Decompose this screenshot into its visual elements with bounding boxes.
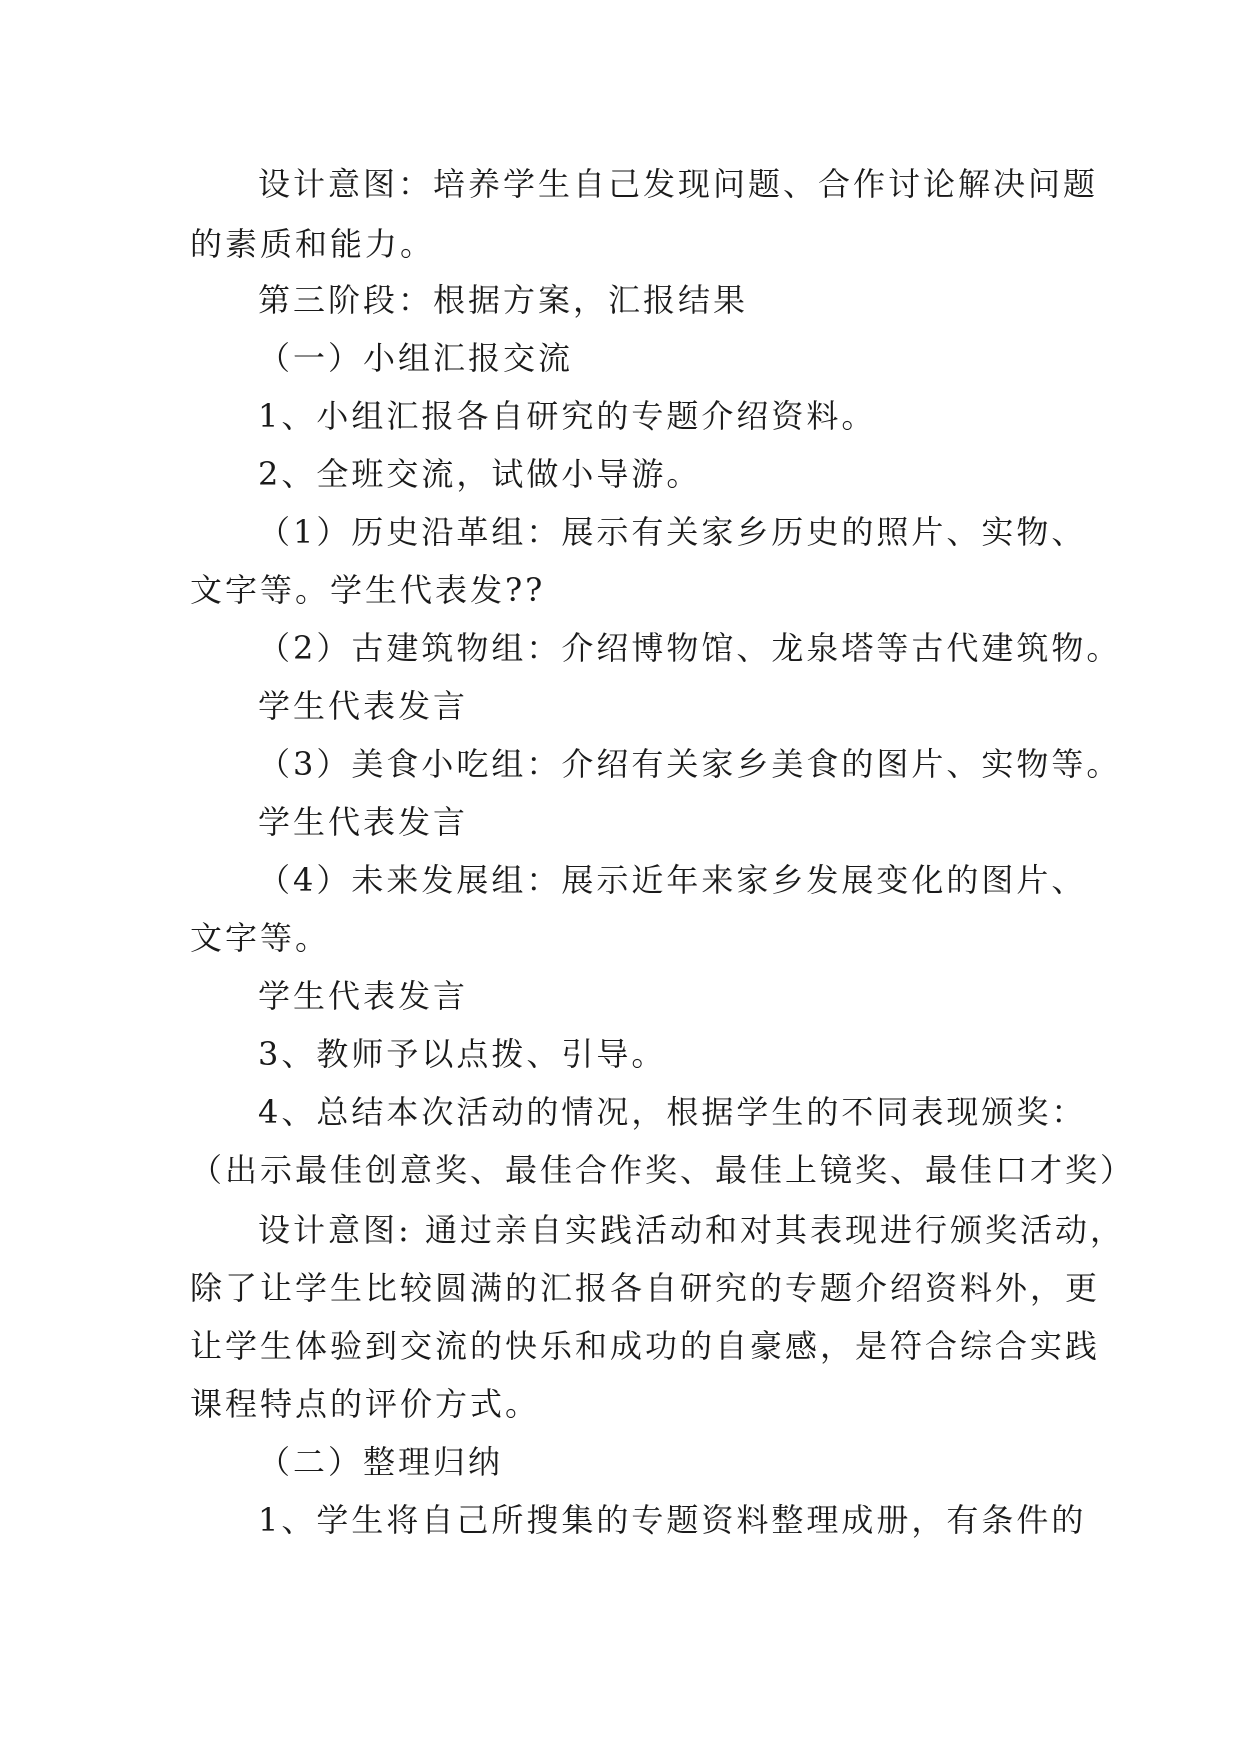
text-line: 4、总结本次活动的情况，根据学生的不同表现颁奖： xyxy=(258,1093,1087,1131)
text-line: 1、学生将自己所搜集的专题资料整理成册，有条件的 xyxy=(258,1501,1087,1539)
text-line: （4）未来发展组：展示近年来家乡发展变化的图片、 xyxy=(258,861,1087,899)
text-line: 设计意图: 通过亲自实践活动和对其表现进行颁奖活动， xyxy=(258,1211,1125,1249)
text-line: 的素质和能力。 xyxy=(190,225,436,263)
text-line: 设计意图：培养学生自己发现问题、合作讨论解决问题 xyxy=(258,165,1099,203)
section-heading: 第三阶段：根据方案，汇报结果 xyxy=(258,281,749,319)
text-line: 3、教师予以点拨、引导。 xyxy=(258,1035,667,1073)
text-line: （出示最佳创意奖、最佳合作奖、最佳上镜奖、最佳口才奖） xyxy=(190,1151,1136,1189)
text-line: 学生代表发言 xyxy=(258,687,469,725)
text-line: 学生代表发言 xyxy=(258,977,469,1015)
text-line: （1）历史沿革组：展示有关家乡历史的照片、实物、 xyxy=(258,513,1087,551)
subsection-heading: （二）整理归纳 xyxy=(258,1443,504,1481)
text-line: （3）美食小吃组：介绍有关家乡美食的图片、实物等。 xyxy=(258,745,1122,783)
text-line: 除了让学生比较圆满的汇报各自研究的专题介绍资料外，更 xyxy=(190,1269,1101,1307)
text-line: 文字等。 xyxy=(190,919,331,957)
text-line: 学生代表发言 xyxy=(258,803,469,841)
text-line: 课程特点的评价方式。 xyxy=(190,1385,541,1423)
text-line: 文字等。学生代表发?? xyxy=(190,571,546,609)
text-line: （2）古建筑物组：介绍博物馆、龙泉塔等古代建筑物。 xyxy=(258,629,1122,667)
text-line: 1、小组汇报各自研究的专题介绍资料。 xyxy=(258,397,877,435)
text-line: 让学生体验到交流的快乐和成功的自豪感，是符合综合实践 xyxy=(190,1327,1101,1365)
text-line: 2、全班交流，试做小导游。 xyxy=(258,455,702,493)
subsection-heading: （一）小组汇报交流 xyxy=(258,339,574,377)
